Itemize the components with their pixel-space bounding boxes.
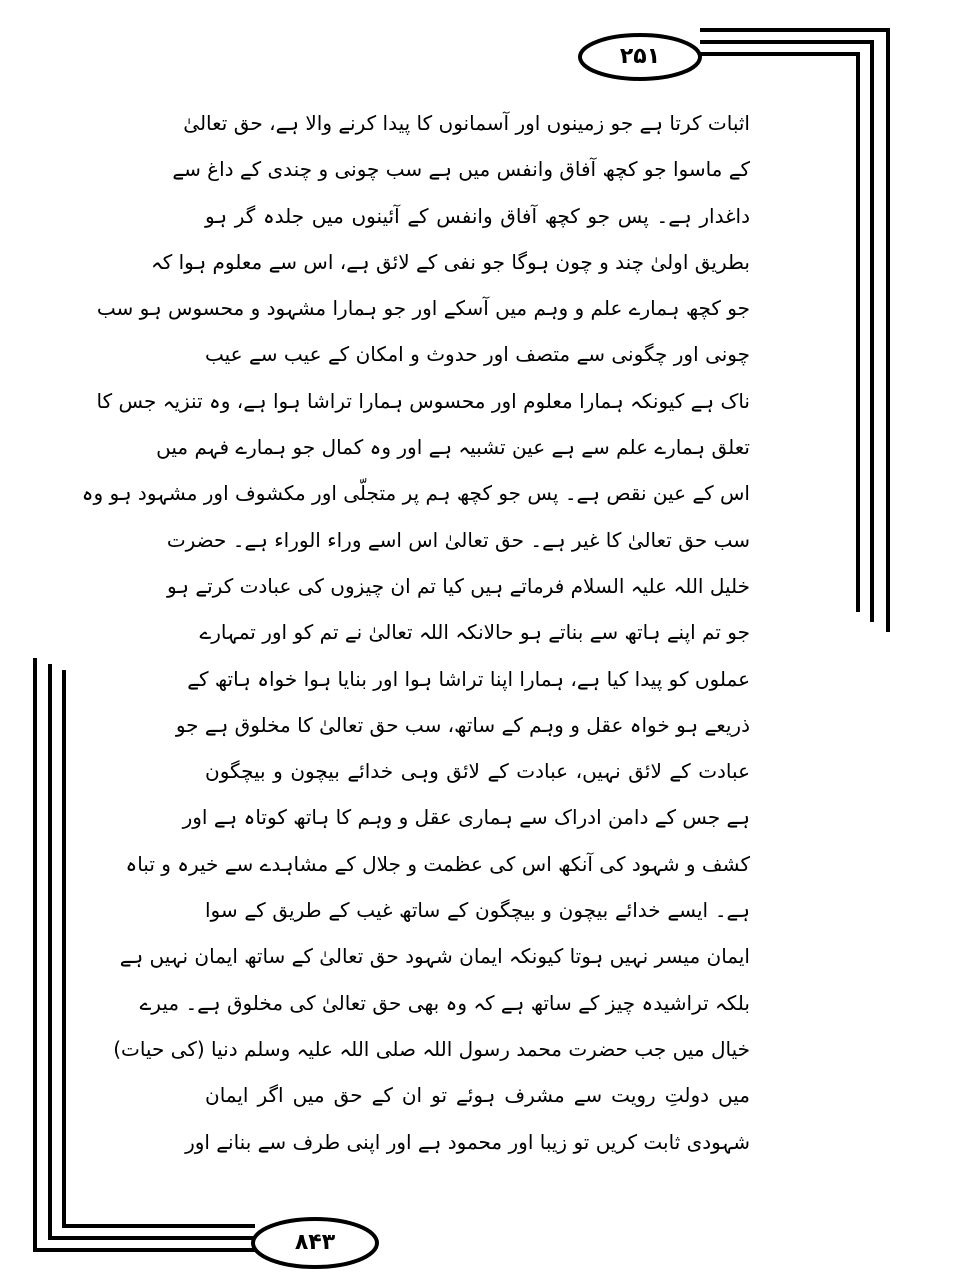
text-line: شہودی ثابت کریں تو زیبا اور محمود ہے اور اپنی طرف سے بنانے اور	[185, 1129, 750, 1154]
text-line: ہے جس کے دامن ادراک سے ہماری عقل و وہم کا ہاتھ کوتاہ ہے اور	[182, 805, 750, 830]
text-line: عملوں کو پیدا کیا ہے، ہمارا اپنا تراشا ہوا اور بنایا ہوا خواہ ہاتھ کے	[187, 666, 750, 691]
text-line: چونی اور چگونی سے متصف اور حدوث و امکان کے عیب سے عیب	[205, 342, 750, 367]
text-line: خلیل اللہ علیہ السلام فرماتے ہیں کیا تم ان چیزوں کی عبادت کرتے ہو	[166, 573, 750, 598]
text-line: کشف و شہود کی آنکھ اس کی عظمت و جلال کے مشاہدے سے خیرہ و تباہ	[125, 851, 750, 876]
text-line: عبادت کے لائق نہیں، عبادت کے لائق وہی خدائے بیچون و بیچگون	[205, 759, 750, 784]
text-line: اس کے عین نقص ہے۔ پس جو کچھ ہم پر متجلّی اور مکشوف اور مشہود ہو وہ	[81, 481, 750, 506]
text-line: ذریعے ہو خواہ عقل و وہم کے ساتھ، سب حق تعالیٰ کا مخلوق ہے جو	[175, 712, 750, 737]
text-line: جو تم اپنے ہاتھ سے بناتے ہو حالانکہ اللہ تعالیٰ نے تم کو اور تمہارے	[199, 620, 750, 645]
text-line: ہے۔ ایسے خدائے بیچون و بیچگون کے ساتھ غیب کے طریق کے سوا	[205, 898, 750, 923]
text-line: ایمان میسر نہیں ہوتا کیونکہ ایمان شہود حق تعالیٰ کے ساتھ ایمان نہیں ہے	[119, 944, 750, 969]
bottom-page-number: ۸۴۳	[294, 1230, 336, 1255]
top-page-number: ۲۵۱	[619, 44, 661, 69]
text-line: داغدار ہے۔ پس جو کچھ آفاق وانفس کے آئینوں میں جلدہ گر ہو	[205, 203, 750, 228]
text-line: سب حق تعالیٰ کا غیر ہے۔ حق تعالیٰ اس اسے وراء الوراء ہے۔ حضرت	[166, 527, 750, 552]
urdu-text-block	[81, 100, 750, 1165]
text-line: بلکہ تراشیدہ چیز کے ساتھ ہے کہ وہ بھی حق تعالیٰ کی مخلوق ہے۔ میرے	[139, 990, 750, 1015]
text-line: ناک ہے کیونکہ ہمارا معلوم اور محسوس ہمارا تراشا ہوا ہے، وہ تنزیہ جس کا	[96, 388, 750, 413]
text-line: اثبات کرتا ہے جو زمینوں اور آسمانوں کا پیدا کرنے والا ہے، حق تعالیٰ	[183, 111, 750, 135]
text-line: جو کچھ ہمارے علم و وہم میں آسکے اور جو ہمارا مشہود و محسوس ہو سب	[96, 296, 750, 321]
text-line: بطریق اولیٰ چند و چون ہوگا جو نفی کے لائق ہے، اس سے معلوم ہوا کہ	[150, 249, 750, 274]
text-line: کے ماسوا جو کچھ آفاق وانفس میں ہے سب چونی و چندی کے داغ سے	[172, 157, 750, 182]
text-line: خیال میں جب حضرت محمد رسول اللہ صلی اللہ علیہ وسلم دنیا (کی حیات)	[113, 1036, 750, 1061]
text-line: تعلق ہمارے علم سے ہے عین تشبیہ ہے اور وہ کمال جو ہمارے فہم میں	[156, 435, 750, 460]
text-line: میں دولتِ رویت سے مشرف ہوئے تو ان کے حق میں اگر ایمان	[205, 1083, 750, 1108]
